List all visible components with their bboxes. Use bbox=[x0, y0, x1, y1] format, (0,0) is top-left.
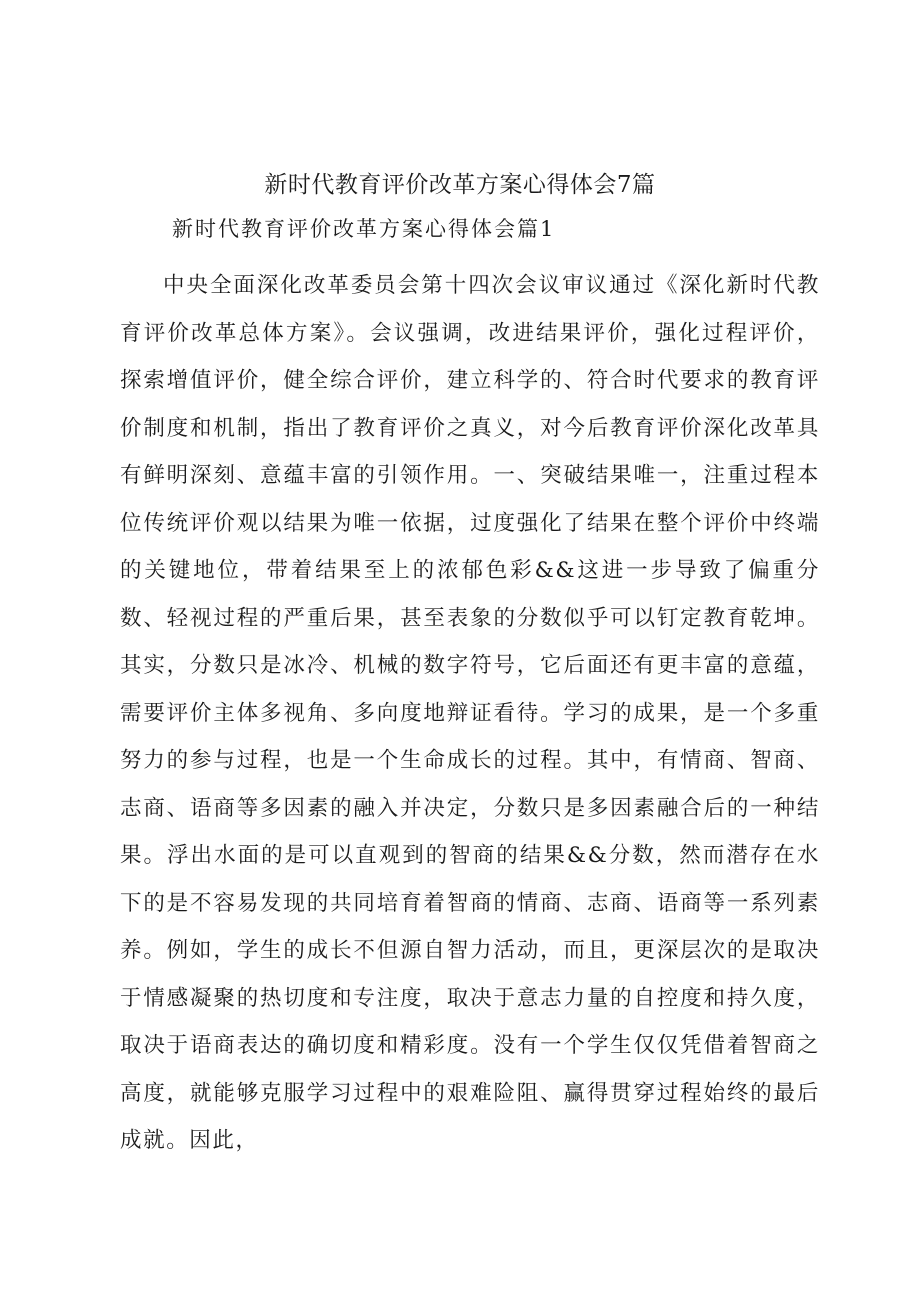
body-paragraph: 中央全面深化改革委员会第十四次会议审议通过《深化新时代教育评价改革总体方案》。会议强调，改进结果评价，强化过程评价，探索增值评价，健全综合评价，建立科学的、符合时代要求的教育评价制度和机制，指出了教育评价之真义，对今后教育评价深化改革具有鲜明深刻、意蕴丰富的引领作用。一、突破结果唯一，注重过程本位传统评价观以结果为唯一依据，过度强化了结果在整个评价中终端的关键地位，带着结果至上的浓郁色彩&&这进一步导致了偏重分数、轻视过程的严重后果，甚至表象的分数似乎可以钉定教育乾坤。其实，分数只是冰冷、机械的数字符号，它后面还有更丰富的意蕴，需要评价主体多视角、多向度地辩证看待。学习的成果，是一个多重努力的参与过程，也是一个生命成长的过程。其中，有情商、智商、志商、语商等多因素的融入并决定，分数只是多因素融合后的一种结果。浮出水面的是可以直观到的智商的结果&&分数，然而潜存在水下的是不容易发现的共同培育着智商的情商、志商、语商等一系列素养。例如，学生的成长不但源自智力活动，而且，更深层次的是取决于情感凝聚的热切度和专注度，取决于意志力量的自控度和持久度，取决于语商表达的确切度和精彩度。没有一个学生仅仅凭借着智商之高度，就能够克服学习过程中的艰难险阻、赢得贯穿过程始终的最后成就。因此， bbox=[120, 273, 820, 1153]
section-heading: 新时代教育评价改革方案心得体会篇1 bbox=[172, 217, 556, 241]
document-title: 新时代教育评价改革方案心得体会7篇 bbox=[264, 172, 656, 198]
